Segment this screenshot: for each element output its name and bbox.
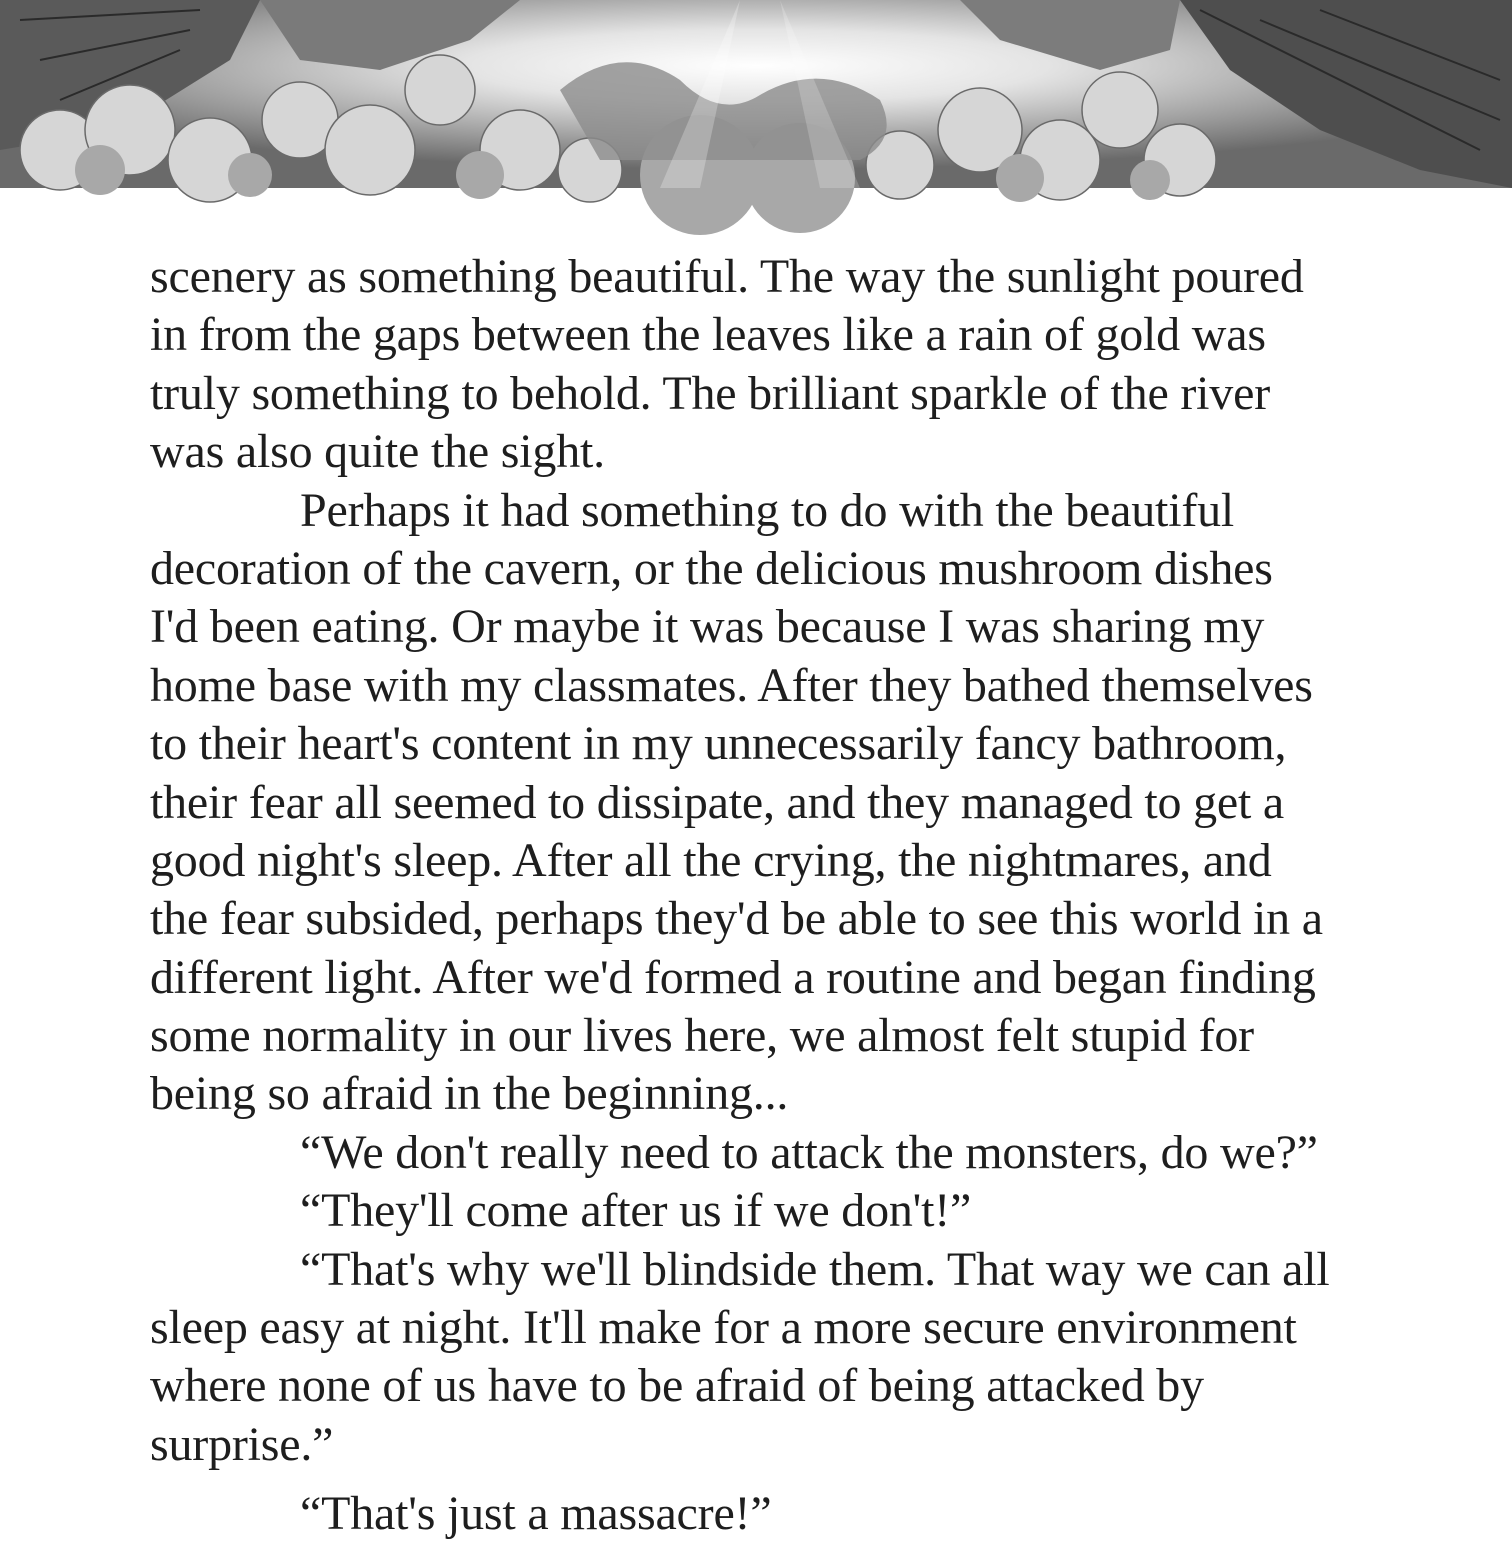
text-line: some normality in our lives here, we almost felt stupid for — [150, 1009, 1254, 1063]
text-line: Perhaps it had something to do with the beautiful — [300, 483, 1235, 537]
text-line: was also quite the sight. — [150, 425, 605, 479]
text-line: the fear subsided, perhaps they'd be able to see this world in a — [150, 892, 1323, 946]
dialogue-line: “We don't really need to attack the monsters, do we?” — [300, 1125, 1318, 1179]
cutoff-dialogue-line: “That's just a massacre!” — [300, 1487, 772, 1540]
text-line: sleep easy at night. It'll make for a more secure environment — [150, 1301, 1297, 1355]
text-line: scenery as something beautiful. The way the sunlight poured — [150, 250, 1304, 303]
text-line: home base with my classmates. After they bathed themselves — [150, 658, 1313, 712]
text-line: in from the gaps between the leaves like a rain of gold was — [150, 308, 1266, 362]
cutoff-line-container — [0, 1487, 1512, 1540]
dialogue-line: “That's why we'll blindside them. That way we can all — [300, 1242, 1330, 1296]
text-line: truly something to behold. The brilliant sparkle of the river — [150, 366, 1270, 420]
text-line: to their heart's content in my unnecessarily fancy bathroom, — [150, 717, 1287, 771]
canopy-art — [0, 0, 1512, 188]
text-line: good night's sleep. After all the crying, the nightmares, and — [150, 833, 1272, 887]
body-text — [150, 248, 1400, 1474]
text-line: I'd been eating. Or maybe it was because I was sharing my — [150, 600, 1265, 654]
dialogue-line: “They'll come after us if we don't!” — [300, 1184, 972, 1238]
text-line: their fear all seemed to dissipate, and they managed to get a — [150, 775, 1285, 829]
forest-canopy-illustration — [0, 0, 1512, 188]
text-line: different light. After we'd formed a routine and began finding — [150, 950, 1316, 1004]
text-line: where none of us have to be afraid of being attacked by — [150, 1359, 1204, 1413]
text-line: decoration of the cavern, or the delicious mushroom dishes — [150, 541, 1273, 595]
text-line: surprise.” — [150, 1417, 334, 1471]
text-line: being so afraid in the beginning... — [150, 1067, 789, 1121]
